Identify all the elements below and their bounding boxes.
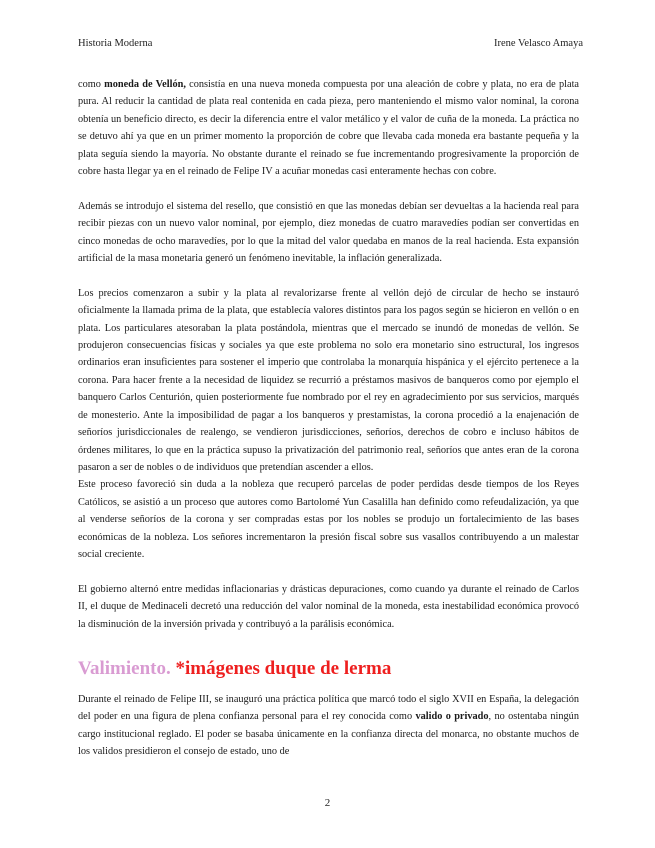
page-number: 2 — [324, 797, 331, 809]
heading-title: Valimiento. — [78, 657, 171, 679]
p1-text-start: como — [78, 79, 105, 90]
paragraph-valido — [78, 691, 579, 761]
document-body — [78, 76, 579, 761]
p1-bold-term: moneda de Vellón, — [104, 79, 186, 90]
p6-text-start: Durante el reinado de Felipe III, se inauguró una práctica política que marcó todo el siglo XVII en España, la delegación del poder en una figura de plena confianza personal para el rey conocida como — [78, 693, 579, 723]
header-author-name: Irene Velasco Amaya — [493, 38, 583, 49]
p6-text-rest: , no ostentaba ningún cargo institucional reglado. El poder se basaba únicamente en la confianza directa del monarca, no obstante muchos de los validos presidieron el consejo de estado, uno de — [78, 711, 579, 758]
heading-note: *imágenes duque de lerma — [170, 657, 392, 679]
paragraph-resello: Además se introdujo el sistema del resello, que consistió en que las monedas debían ser devueltas a la hacienda real para recibir piezas con un nuevo valor nominal, por ejemplo, diez monedas de cuatro maravedíes podían ser convertidas en cinco monedas de ocho maravedíes, por lo que la mitad del valor quedaba en manos de la real hacienda. Esta expansión artificial de la masa monetaria generó un fenómeno inevitable, la inflación generalizada. — [78, 200, 579, 265]
paragraph-precios: Los precios comenzaron a subir y la plata al revalorizarse frente al vellón dejó de circular de hecho se instauró oficialmente la llamada prima de la plata, que establecía valores distintos para los pagos según se hicieron en vellón o en plata. Los particulares atesoraban la plata postándola, mientras que el mercado se inundó de monedas de vellón. Se produjeron consecuencias físicas y sociales ya que este problema no solo era monetario sino estructural, los ingresos ordinarios eran insuficientes para sostener el imperio que controlaba la monarquía hispánica y el ejército pertenece a la corona. Para hacer frente a la necesidad de liquidez se recurrió a préstamos masivos de banqueros como por ejemplo el banquero Carlos Centurión, quien posteriormente fue nombrado por el rey en agradecimiento por sus servicios, marqués de monesterio. Ante la imposibilidad de pagar a los banqueros y prestamistas, la corona procedió a la enajenación de señoríos jurisdiccionales de realengo, se vendieron jurisdicciones, señoríos, derechos de cobro e incluso hábitos de órdenes militares, lo que en la práctica supuso la privatización del patrimonio real, señoríos que antes eran de la corona pasaron a ser de nobles o de individuos que pretendían ascender a ellos. — [78, 287, 579, 473]
p1-text-rest: consistía en una nueva moneda compuesta por una aleación de cobre y plata, no era de plata pura. Al reducir la cantidad de plata real contenida en cada pieza, pero manteniendo el mismo valor nominal, la corona obtenía un beneficio directo, es decir la diferencia entre el valor metálico y el valor de cuña de la moneda. La práctica no se detuvo ahí ya que en un primer momento la proporción de cobre que llevaba cada moneda era bastante pequeña y la plata seguía siendo la mayoría. No obstante durante el reinado se fue incrementando progresivamente la proporción de cobre hasta llegar ya en el reinado de Felipe IV a acuñar monedas casi enteramente hechas con cobre. — [78, 79, 579, 178]
header-course-title: Historia Moderna — [78, 38, 153, 49]
paragraph-gobierno: El gobierno alternó entre medidas inflacionarias y drásticas depuraciones, como cuando ya durante el reinado de Carlos II, el duque de Medinaceli decretó una reducción del valor nominal de la moneda, esta inestabilidad económica provocó la disminución de la inversión privada y contribuyó a la parálisis económica. — [78, 583, 579, 630]
paragraph-moneda-vellon — [78, 76, 579, 180]
paragraph-refeudalizacion: Este proceso favoreció sin duda a la nobleza que recuperó parcelas de poder perdidas desde tiempos de los Reyes Católicos, se asistió a un proceso que autores como Bartolomé Yun Casalilla han definido como refeudalización, ya que al venderse señoríos de la corona y ser compradas estas por los nobles se produjo un fortalecimiento de las bases económicas de la nobleza. Los señores incrementaron la presión fiscal sobre sus vasallos contribuyendo a un malestar social creciente. — [78, 479, 579, 560]
section-heading-valimiento — [78, 657, 579, 681]
p6-bold-term: valido o privado — [415, 711, 489, 723]
